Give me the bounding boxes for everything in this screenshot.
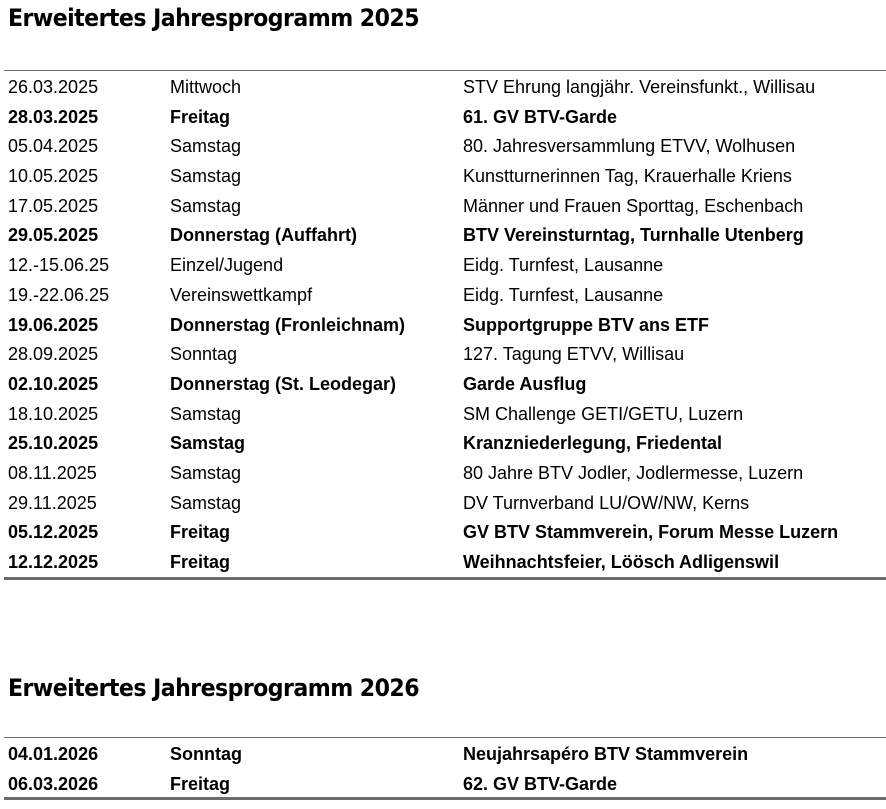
event-cell: SM Challenge GETI/GETU, Luzern [463, 403, 744, 424]
date-cell: 17.05.2025 [8, 195, 99, 216]
event-cell: Eidg. Turnfest, Lausanne [463, 284, 664, 305]
day-cell: Donnerstag (St. Leodegar) [170, 373, 397, 394]
table-row [0, 251, 886, 281]
day-cell: Samstag [170, 136, 242, 157]
table-row [0, 489, 886, 519]
date-cell: 05.12.2025 [8, 522, 99, 543]
event-cell: DV Turnverband LU/OW/NW, Kerns [463, 492, 750, 513]
date-cell: 26.03.2025 [8, 77, 99, 97]
table-row [0, 192, 886, 222]
date-cell: 08.11.2025 [8, 462, 97, 483]
date-cell: 04.01.2026 [8, 744, 99, 764]
section-title-2026: Erweitertes Jahresprogramm 2026 [8, 674, 420, 702]
day-cell: Samstag [170, 166, 242, 187]
event-cell: GV BTV Stammverein, Forum Messe Luzern [463, 522, 839, 543]
event-cell: 80. Jahresversammlung ETVV, Wolhusen [463, 136, 796, 157]
event-cell: BTV Vereinsturntag, Turnhalle Utenberg [463, 225, 804, 246]
day-cell: Samstag [170, 433, 246, 454]
day-cell: Samstag [170, 492, 242, 513]
day-cell: Samstag [170, 462, 242, 483]
date-cell: 29.05.2025 [8, 225, 99, 246]
table-row [0, 162, 886, 192]
date-cell: 19.06.2025 [8, 314, 99, 335]
event-cell: Garde Ausflug [463, 373, 587, 394]
table-row [0, 400, 886, 430]
day-cell: Samstag [170, 195, 242, 216]
day-cell: Donnerstag (Fronleichnam) [170, 314, 406, 335]
table-row [0, 281, 886, 311]
event-cell: Supportgruppe BTV ans ETF [463, 314, 709, 335]
day-cell: Freitag [170, 773, 231, 794]
table-row [0, 132, 886, 162]
table-row [0, 459, 886, 489]
date-cell: 29.11.2025 [8, 492, 97, 513]
section-title-2025: Erweitertes Jahresprogramm 2025 [8, 4, 420, 32]
date-cell: 06.03.2026 [8, 773, 99, 794]
event-cell: Männer und Frauen Sporttag, Eschenbach [463, 195, 804, 216]
program-table-2025 [0, 73, 886, 578]
day-cell: Einzel/Jugend [170, 255, 284, 276]
date-cell: 28.03.2025 [8, 106, 99, 127]
day-cell: Mittwoch [170, 77, 242, 97]
date-cell: 02.10.2025 [8, 373, 99, 394]
table-top-rule-2026 [4, 737, 886, 738]
event-cell: 127. Tagung ETVV, Willisau [463, 344, 685, 365]
table-row [0, 518, 886, 548]
table-row [0, 340, 886, 370]
day-cell: Freitag [170, 522, 231, 543]
day-cell: Freitag [170, 552, 231, 572]
table-row [0, 73, 886, 103]
event-cell: STV Ehrung langjähr. Vereinsfunkt., Willisau [463, 77, 816, 97]
date-cell: 19.-22.06.25 [8, 284, 110, 305]
day-cell: Samstag [170, 403, 242, 424]
event-cell: 80 Jahre BTV Jodler, Jodlermesse, Luzern [463, 462, 804, 483]
event-cell: Eidg. Turnfest, Lausanne [463, 255, 664, 276]
table-row [0, 429, 886, 459]
date-cell: 18.10.2025 [8, 403, 99, 424]
date-cell: 05.04.2025 [8, 136, 99, 157]
day-cell: Donnerstag (Auffahrt) [170, 225, 357, 246]
table-top-rule-2025 [4, 70, 886, 71]
program-table-2026 [0, 740, 886, 799]
event-cell: Kunstturnerinnen Tag, Krauerhalle Kriens [463, 166, 792, 187]
table-row [0, 740, 886, 770]
table-row [0, 548, 886, 578]
date-cell: 12.-15.06.25 [8, 255, 110, 276]
table-row [0, 770, 886, 800]
event-cell: 61. GV BTV-Garde [463, 106, 618, 127]
event-cell: Neujahrsapéro BTV Stammverein [463, 744, 749, 764]
event-cell: Weihnachtsfeier, Löösch Adligenswil [463, 552, 780, 572]
day-cell: Vereinswettkampf [170, 284, 313, 305]
date-cell: 25.10.2025 [8, 433, 99, 454]
event-cell: 62. GV BTV-Garde [463, 773, 618, 794]
table-row [0, 370, 886, 400]
date-cell: 28.09.2025 [8, 344, 99, 365]
table-row [0, 103, 886, 133]
table-row [0, 311, 886, 341]
event-cell: Kranzniederlegung, Friedental [463, 433, 723, 454]
table-bottom-rule-2025 [4, 577, 886, 580]
table-row [0, 221, 886, 251]
day-cell: Sonntag [170, 744, 242, 764]
day-cell: Freitag [170, 106, 231, 127]
day-cell: Sonntag [170, 344, 238, 365]
date-cell: 10.05.2025 [8, 166, 99, 187]
date-cell: 12.12.2025 [8, 552, 99, 572]
table-bottom-rule-2026 [4, 797, 886, 800]
